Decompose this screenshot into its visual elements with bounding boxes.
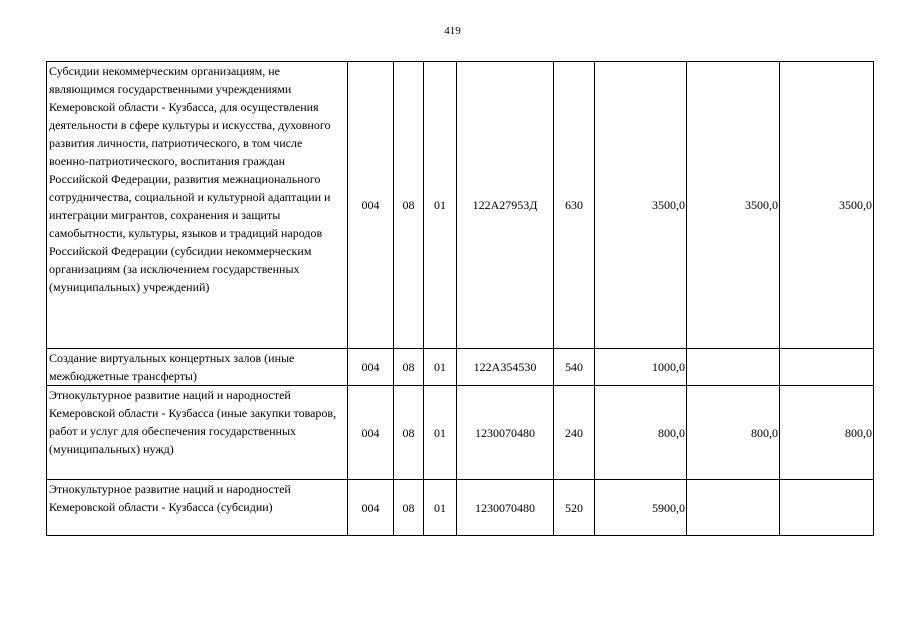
amount-year-1: 3500,0 [595, 62, 687, 349]
amount-year-2: 800,0 [687, 386, 780, 480]
table-row [47, 349, 874, 386]
amount-year-3 [780, 480, 874, 536]
expense-type-code: 540 [554, 349, 595, 386]
ministry-code: 004 [348, 386, 394, 480]
table-row [47, 62, 874, 349]
section-code: 08 [394, 480, 424, 536]
budget-table [46, 61, 874, 536]
section-code: 08 [394, 62, 424, 349]
target-article-code: 122А354530 [457, 349, 554, 386]
target-article-code: 1230070480 [457, 480, 554, 536]
amount-year-3 [780, 349, 874, 386]
amount-year-1: 5900,0 [595, 480, 687, 536]
section-code: 08 [394, 349, 424, 386]
row-description: Этнокультурное развитие наций и народностей Кемеровской области - Кузбасса (иные закупки товаров, работ и услуг для обеспечения государственных (муниципальных) нужд) [47, 386, 348, 480]
table-row [47, 480, 874, 536]
subsection-code: 01 [424, 62, 457, 349]
row-description: Создание виртуальных концертных залов (иные межбюджетные трансферты) [47, 349, 348, 386]
amount-year-3: 3500,0 [780, 62, 874, 349]
ministry-code: 004 [348, 480, 394, 536]
amount-year-2 [687, 480, 780, 536]
expense-type-code: 520 [554, 480, 595, 536]
amount-year-2 [687, 349, 780, 386]
amount-year-1: 800,0 [595, 386, 687, 480]
expense-type-code: 630 [554, 62, 595, 349]
subsection-code: 01 [424, 480, 457, 536]
ministry-code: 004 [348, 349, 394, 386]
subsection-code: 01 [424, 386, 457, 480]
amount-year-1: 1000,0 [595, 349, 687, 386]
row-description: Этнокультурное развитие наций и народностей Кемеровской области - Кузбасса (субсидии) [47, 480, 348, 536]
subsection-code: 01 [424, 349, 457, 386]
table-row [47, 386, 874, 480]
ministry-code: 004 [348, 62, 394, 349]
row-description: Субсидии некоммерческим организациям, не являющимся государственными учреждениями Кемеровской области - Кузбасса, для осуществления деятельности в сфере культуры и искусства, духовного развития личности, патриотического, в том числе военно-патриотического, воспитания граждан Российской Федерации, развития межнационального сотрудничества, социальной и культурной адаптации и интеграции мигрантов, сохранения и защиты самобытности, культуры, языков и традиций народов Российской Федерации (субсидии некоммерческим организациям (за исключением государственных (муниципальных) учреждений) [47, 62, 348, 349]
page-number: 419 [444, 25, 461, 37]
target-article-code: 1230070480 [457, 386, 554, 480]
amount-year-2: 3500,0 [687, 62, 780, 349]
amount-year-3: 800,0 [780, 386, 874, 480]
expense-type-code: 240 [554, 386, 595, 480]
target-article-code: 122А27953Д [457, 62, 554, 349]
section-code: 08 [394, 386, 424, 480]
